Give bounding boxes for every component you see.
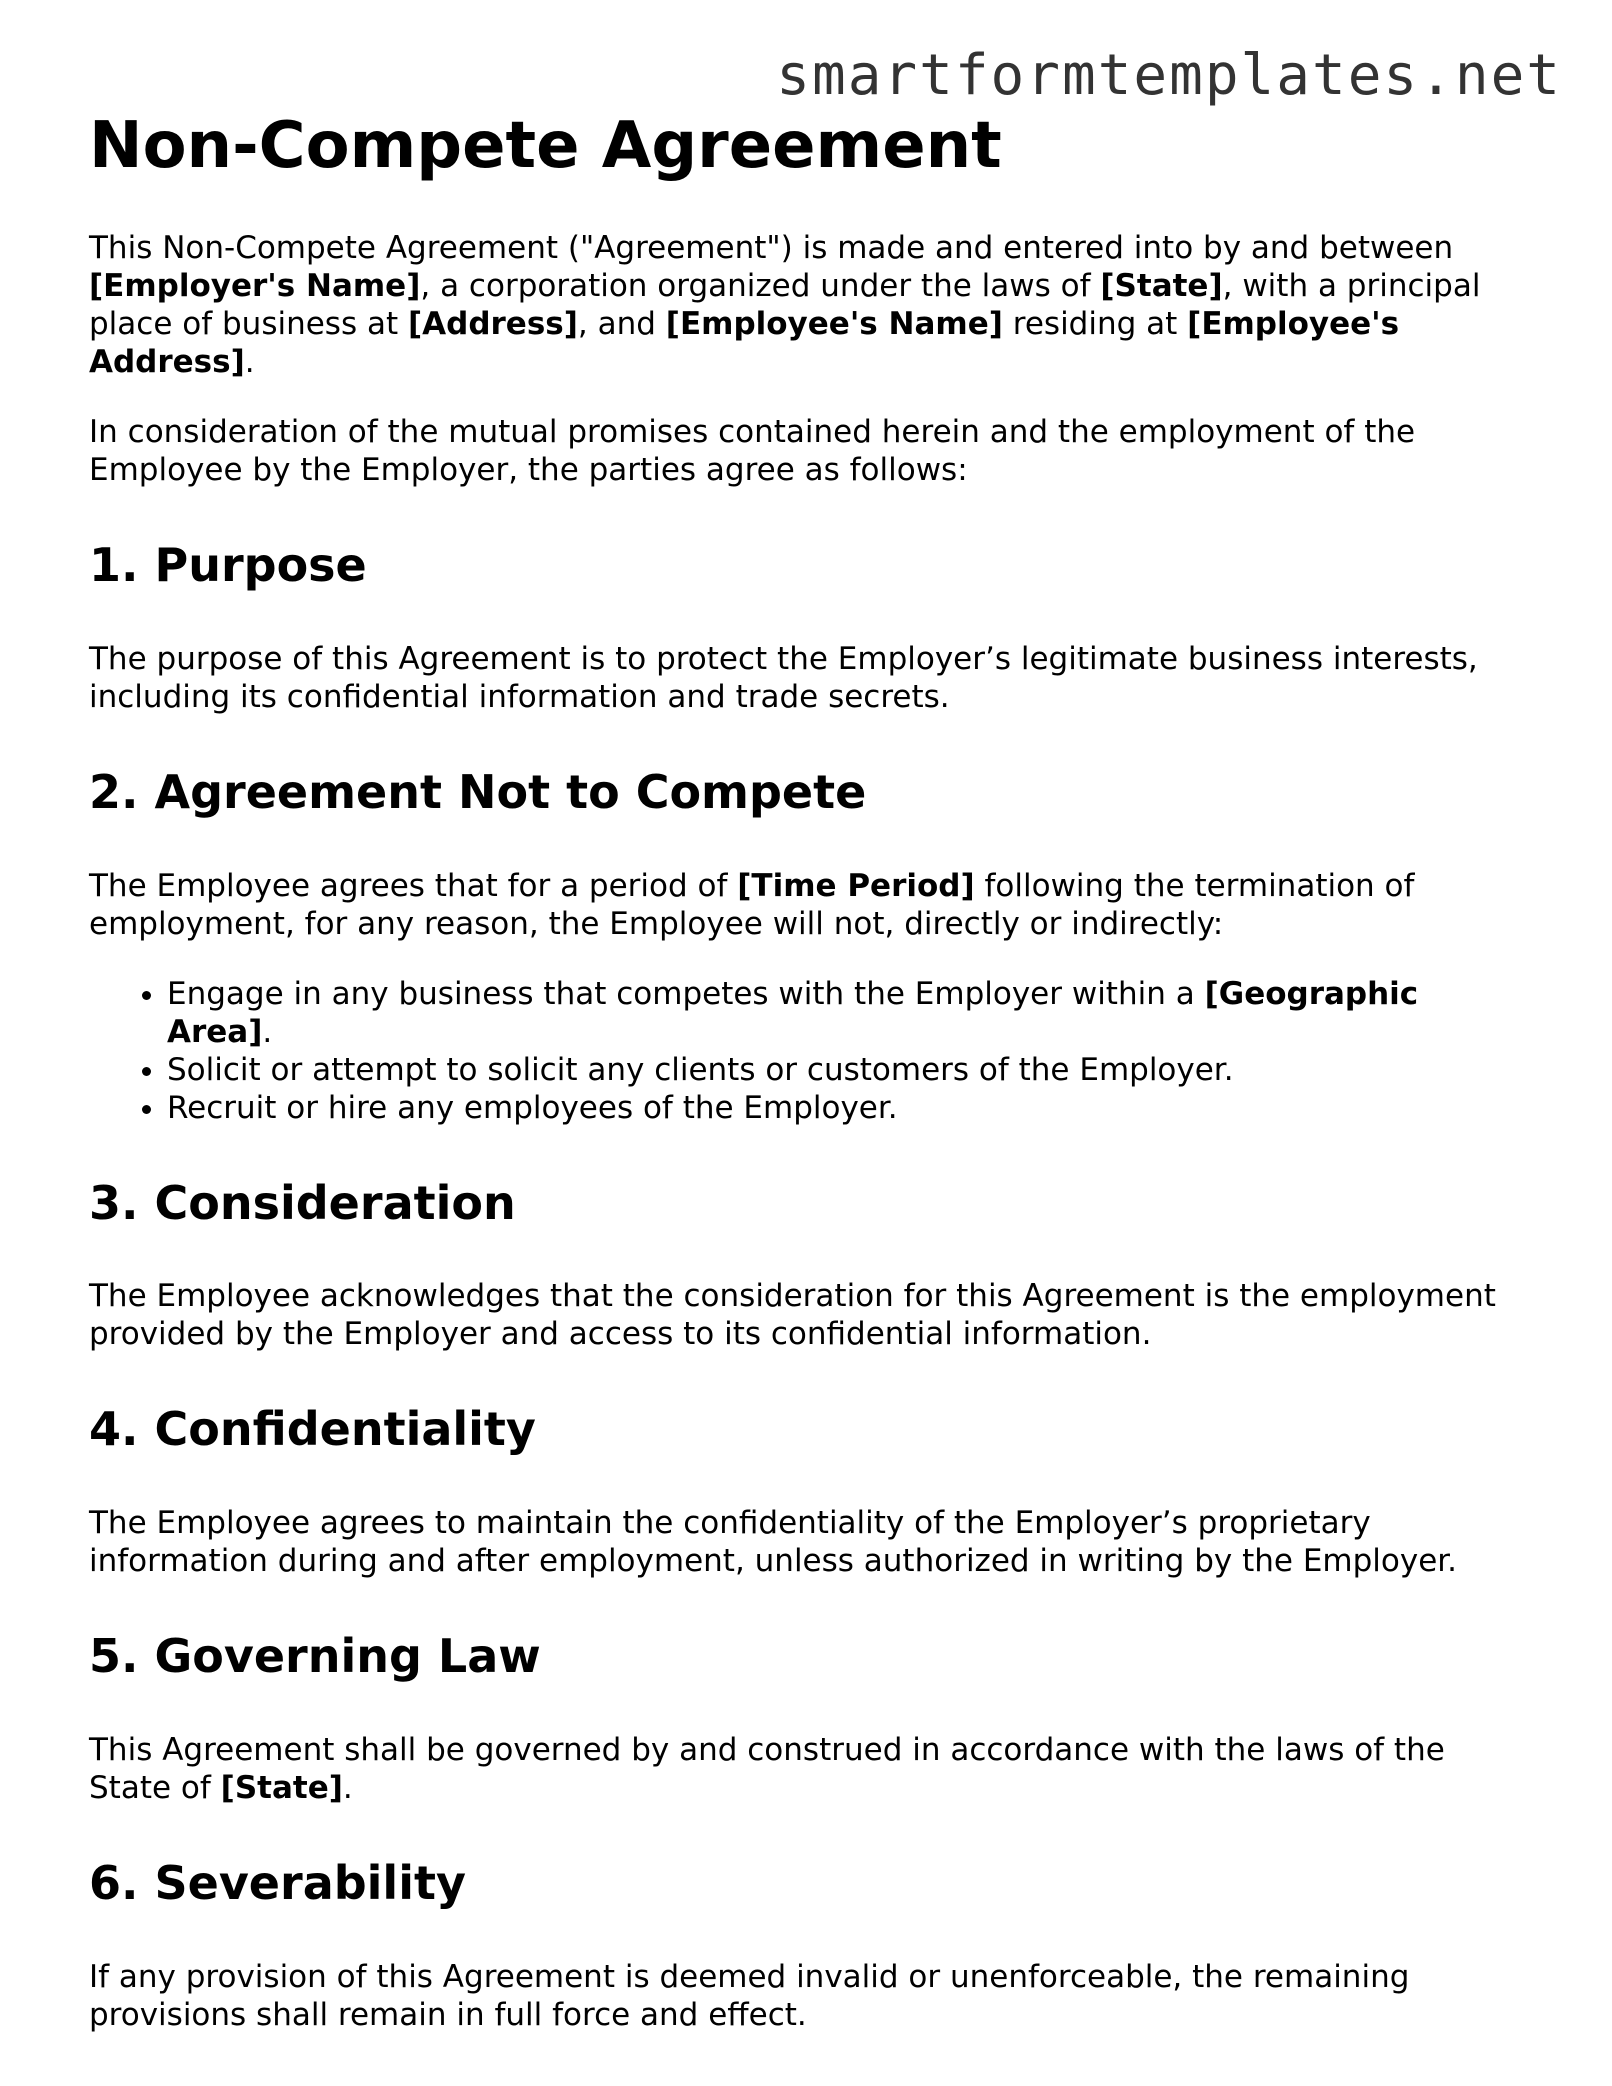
section-body-confidentiality: The Employee agrees to maintain the confidentiality of the Employer’s proprietary information during and after employment, unless authorized in writing by the Employer. xyxy=(89,1505,1458,1580)
section-body-purpose: The purpose of this Agreement is to protect the Employer’s legitimate business interests, including its confidential information and trade secrets. xyxy=(89,640,1478,715)
state-placeholder: [State] xyxy=(220,1770,343,1807)
body-text: This Agreement shall be governed by and construed in accordance with the laws of the State of xyxy=(89,1732,1445,1807)
state-placeholder: [State] xyxy=(1100,267,1223,304)
body-text: The Employee agrees that for a period of xyxy=(89,867,738,904)
employee-name-placeholder: [Employee's Name] xyxy=(665,305,1003,342)
intro-text: residing at xyxy=(1002,305,1188,342)
body-text: following the termination of employment, for any reason, the Employee will not, directly or indirectly: xyxy=(89,867,1415,942)
list-item-text: . xyxy=(262,1013,273,1050)
list-item: • Solicit or attempt to solicit any clients or customers of the Employer. xyxy=(167,1051,1529,1089)
document-body xyxy=(89,108,1529,2066)
body-text: . xyxy=(342,1770,353,1807)
section-body-governing-law xyxy=(89,1731,1529,1807)
list-item xyxy=(167,975,1529,1051)
watermark: smartformtemplates.net xyxy=(776,43,1562,108)
section-heading-governing-law: 5. Governing Law xyxy=(89,1629,541,1684)
restrictions-list xyxy=(89,975,1529,1127)
section-heading-severability: 6. Severability xyxy=(89,1856,466,1911)
time-period-placeholder: [Time Period] xyxy=(737,867,975,904)
intro-text: , with a principal place of business at xyxy=(89,267,1481,342)
intro-text: . xyxy=(244,343,255,380)
employee-address-placeholder: [Employee's Address] xyxy=(89,305,1400,380)
address-placeholder: [Address] xyxy=(407,305,578,342)
intro-text: , a corporation organized under the laws of xyxy=(420,267,1101,304)
section-heading-consideration: 3. Consideration xyxy=(89,1175,516,1230)
section-body-consideration: The Employee acknowledges that the consideration for this Agreement is the employment provided by the Employer and access to its confidential information. xyxy=(89,1278,1496,1353)
list-item-text: Engage in any business that competes with the Employer within a xyxy=(167,975,1205,1012)
intro-text: This Non-Compete Agreement ("Agreement") is made and entered into by and between xyxy=(89,229,1454,266)
document-title: Non-Compete Agreement xyxy=(89,109,1002,183)
intro-text: , and xyxy=(577,305,666,342)
consideration-intro-paragraph: In consideration of the mutual promises contained herein and the employment of the Employee by the Employer, the parties agree as follows: xyxy=(89,413,1416,488)
section-heading-not-compete: 2. Agreement Not to Compete xyxy=(89,764,867,819)
section-body-severability: If any provision of this Agreement is deemed invalid or unenforceable, the remaining provisions shall remain in full force and effect. xyxy=(89,1959,1410,2034)
list-item: • Recruit or hire any employees of the Employer. xyxy=(167,1089,1529,1127)
section-heading-confidentiality: 4. Confidentiality xyxy=(89,1402,536,1457)
intro-paragraph xyxy=(89,229,1529,381)
employer-name-placeholder: [Employer's Name] xyxy=(89,267,421,304)
geographic-area-placeholder: [Geographic Area] xyxy=(167,975,1419,1050)
section-body-not-compete xyxy=(89,867,1529,943)
section-heading-purpose: 1. Purpose xyxy=(89,537,367,592)
